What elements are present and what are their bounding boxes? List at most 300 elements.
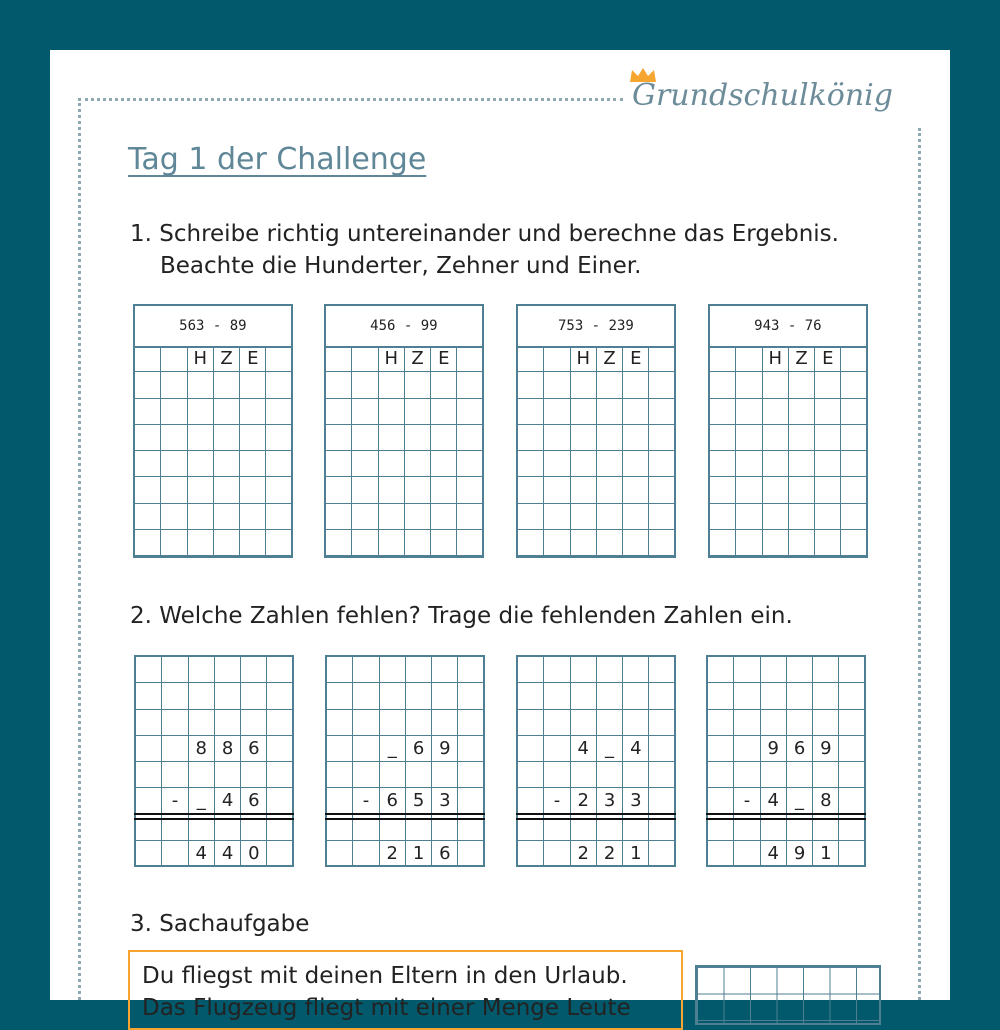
- grid-cell[interactable]: [266, 504, 292, 530]
- digit-cell[interactable]: _: [597, 736, 623, 762]
- grid-cell[interactable]: [734, 683, 760, 709]
- grid-cell[interactable]: [710, 530, 736, 556]
- grid-cell[interactable]: [266, 530, 292, 556]
- grid-cell[interactable]: [135, 346, 161, 372]
- grid-cell[interactable]: [708, 657, 734, 683]
- grid-cell[interactable]: [457, 425, 483, 451]
- grid-cell[interactable]: [379, 425, 405, 451]
- grid-cell[interactable]: [841, 399, 867, 425]
- grid-cell[interactable]: [267, 683, 293, 709]
- grid-cell[interactable]: [789, 451, 815, 477]
- grid-cell[interactable]: [787, 710, 813, 736]
- grid-cell[interactable]: [623, 762, 649, 788]
- grid-cell[interactable]: [841, 451, 867, 477]
- digit-cell[interactable]: 6: [787, 736, 813, 762]
- grid-cell[interactable]: [353, 657, 379, 683]
- grid-cell[interactable]: [734, 762, 760, 788]
- grid-cell[interactable]: [813, 762, 839, 788]
- grid-cell[interactable]: [649, 451, 675, 477]
- grid-cell[interactable]: [518, 736, 544, 762]
- grid-cell[interactable]: [214, 451, 240, 477]
- grid-cell[interactable]: [813, 657, 839, 683]
- grid-cell[interactable]: [841, 477, 867, 503]
- grid-cell[interactable]: [457, 504, 483, 530]
- digit-cell[interactable]: 6: [432, 841, 458, 867]
- calculation-grid[interactable]: [695, 965, 881, 1025]
- grid-cell[interactable]: [352, 477, 378, 503]
- grid-cell[interactable]: [136, 788, 162, 814]
- grid-cell[interactable]: [327, 710, 353, 736]
- grid-cell[interactable]: [267, 657, 293, 683]
- grid-cell[interactable]: [457, 451, 483, 477]
- grid-cell[interactable]: [214, 372, 240, 398]
- grid-cell[interactable]: [734, 710, 760, 736]
- grid-cell[interactable]: [518, 657, 544, 683]
- grid-cell[interactable]: [571, 425, 597, 451]
- grid-cell[interactable]: [161, 346, 187, 372]
- grid-cell[interactable]: [649, 683, 675, 709]
- grid-cell[interactable]: [710, 372, 736, 398]
- grid-cell[interactable]: [214, 399, 240, 425]
- grid-cell[interactable]: [353, 762, 379, 788]
- grid-cell[interactable]: [380, 657, 406, 683]
- grid-cell[interactable]: [352, 425, 378, 451]
- grid-cell[interactable]: [761, 710, 787, 736]
- grid-cell[interactable]: [135, 477, 161, 503]
- grid-cell[interactable]: [597, 477, 623, 503]
- grid-cell[interactable]: [379, 399, 405, 425]
- grid-cell[interactable]: [458, 710, 484, 736]
- grid-cell[interactable]: [841, 372, 867, 398]
- grid-cell[interactable]: [240, 451, 266, 477]
- grid-cell[interactable]: [518, 788, 544, 814]
- grid-cell[interactable]: [240, 504, 266, 530]
- grid-cell[interactable]: [597, 504, 623, 530]
- grid-cell[interactable]: [571, 399, 597, 425]
- grid-cell[interactable]: [839, 788, 865, 814]
- grid-cell[interactable]: [188, 399, 214, 425]
- grid-cell[interactable]: [544, 346, 570, 372]
- grid-cell[interactable]: [518, 346, 544, 372]
- digit-cell[interactable]: 4: [215, 788, 241, 814]
- digit-cell[interactable]: -: [544, 788, 570, 814]
- grid-cell[interactable]: [241, 657, 267, 683]
- grid-cell[interactable]: [379, 451, 405, 477]
- grid-cell[interactable]: [352, 372, 378, 398]
- grid-cell[interactable]: [432, 657, 458, 683]
- grid-cell[interactable]: [571, 657, 597, 683]
- grid-cell[interactable]: [162, 710, 188, 736]
- digit-cell[interactable]: _: [189, 788, 215, 814]
- grid-cell[interactable]: [240, 399, 266, 425]
- grid-cell[interactable]: [136, 736, 162, 762]
- grid-cell[interactable]: [215, 710, 241, 736]
- grid-cell[interactable]: [649, 657, 675, 683]
- grid-cell[interactable]: [379, 504, 405, 530]
- digit-cell[interactable]: _: [787, 788, 813, 814]
- grid-cell[interactable]: [458, 841, 484, 867]
- digit-cell[interactable]: -: [734, 788, 760, 814]
- grid-cell[interactable]: [266, 346, 292, 372]
- grid-cell[interactable]: [135, 504, 161, 530]
- grid-cell[interactable]: [710, 504, 736, 530]
- grid-cell[interactable]: [597, 710, 623, 736]
- digit-cell[interactable]: 2: [380, 841, 406, 867]
- grid-cell[interactable]: [189, 710, 215, 736]
- grid-cell[interactable]: [457, 530, 483, 556]
- grid-cell[interactable]: [787, 657, 813, 683]
- grid-cell[interactable]: [597, 683, 623, 709]
- grid-cell[interactable]: [787, 762, 813, 788]
- grid-cell[interactable]: [214, 530, 240, 556]
- grid-cell[interactable]: [188, 477, 214, 503]
- digit-cell[interactable]: 6: [241, 736, 267, 762]
- grid-cell[interactable]: [215, 762, 241, 788]
- grid-cell[interactable]: [597, 451, 623, 477]
- grid-cell[interactable]: [544, 736, 570, 762]
- grid-cell[interactable]: [353, 736, 379, 762]
- grid-cell[interactable]: [710, 451, 736, 477]
- digit-cell[interactable]: 1: [406, 841, 432, 867]
- grid-cell[interactable]: [518, 841, 544, 867]
- grid-cell[interactable]: [789, 477, 815, 503]
- grid-cell[interactable]: [544, 657, 570, 683]
- grid-cell[interactable]: [710, 346, 736, 372]
- grid-cell[interactable]: [135, 451, 161, 477]
- grid-cell[interactable]: [763, 451, 789, 477]
- grid-cell[interactable]: [405, 504, 431, 530]
- grid-cell[interactable]: [736, 530, 762, 556]
- digit-cell[interactable]: 8: [813, 788, 839, 814]
- grid-cell[interactable]: [763, 477, 789, 503]
- grid-cell[interactable]: [352, 451, 378, 477]
- digit-cell[interactable]: 9: [787, 841, 813, 867]
- digit-cell[interactable]: 2: [597, 841, 623, 867]
- digit-cell[interactable]: -: [353, 788, 379, 814]
- grid-cell[interactable]: [815, 399, 841, 425]
- grid-cell[interactable]: [544, 530, 570, 556]
- grid-cell[interactable]: [215, 657, 241, 683]
- grid-cell[interactable]: [406, 710, 432, 736]
- grid-cell[interactable]: [813, 683, 839, 709]
- grid-cell[interactable]: [763, 425, 789, 451]
- grid-cell[interactable]: [839, 762, 865, 788]
- grid-cell[interactable]: [708, 710, 734, 736]
- grid-cell[interactable]: [736, 477, 762, 503]
- grid-cell[interactable]: [649, 372, 675, 398]
- grid-cell[interactable]: [544, 710, 570, 736]
- grid-cell[interactable]: [189, 657, 215, 683]
- grid-cell[interactable]: [326, 425, 352, 451]
- grid-cell[interactable]: [431, 504, 457, 530]
- grid-cell[interactable]: [597, 399, 623, 425]
- grid-cell[interactable]: [327, 841, 353, 867]
- grid-cell[interactable]: [431, 399, 457, 425]
- grid-cell[interactable]: [406, 762, 432, 788]
- grid-cell[interactable]: [649, 841, 675, 867]
- digit-cell[interactable]: 4: [571, 736, 597, 762]
- grid-cell[interactable]: [405, 530, 431, 556]
- grid-cell[interactable]: [214, 477, 240, 503]
- grid-cell[interactable]: [623, 451, 649, 477]
- grid-cell[interactable]: [544, 504, 570, 530]
- grid-cell[interactable]: [189, 762, 215, 788]
- grid-cell[interactable]: [326, 451, 352, 477]
- grid-cell[interactable]: [710, 399, 736, 425]
- grid-cell[interactable]: [326, 372, 352, 398]
- digit-cell[interactable]: 2: [571, 788, 597, 814]
- grid-cell[interactable]: [161, 399, 187, 425]
- grid-cell[interactable]: [214, 504, 240, 530]
- grid-cell[interactable]: [841, 346, 867, 372]
- grid-cell[interactable]: [188, 504, 214, 530]
- grid-cell[interactable]: [352, 530, 378, 556]
- grid-cell[interactable]: [789, 425, 815, 451]
- grid-cell[interactable]: [353, 683, 379, 709]
- grid-cell[interactable]: [135, 425, 161, 451]
- grid-cell[interactable]: [544, 399, 570, 425]
- grid-cell[interactable]: [761, 683, 787, 709]
- grid-cell[interactable]: [327, 788, 353, 814]
- grid-cell[interactable]: [789, 372, 815, 398]
- grid-cell[interactable]: [457, 372, 483, 398]
- grid-cell[interactable]: [571, 530, 597, 556]
- grid-cell[interactable]: [787, 683, 813, 709]
- grid-cell[interactable]: [458, 657, 484, 683]
- digit-cell[interactable]: 4: [761, 788, 787, 814]
- grid-cell[interactable]: [405, 477, 431, 503]
- grid-cell[interactable]: [432, 762, 458, 788]
- grid-cell[interactable]: [571, 477, 597, 503]
- grid-cell[interactable]: [518, 710, 544, 736]
- grid-cell[interactable]: [431, 530, 457, 556]
- grid-cell[interactable]: [708, 788, 734, 814]
- grid-cell[interactable]: [839, 710, 865, 736]
- grid-cell[interactable]: [518, 425, 544, 451]
- digit-cell[interactable]: 6: [241, 788, 267, 814]
- grid-cell[interactable]: [240, 372, 266, 398]
- grid-cell[interactable]: [431, 477, 457, 503]
- grid-cell[interactable]: [266, 477, 292, 503]
- grid-cell[interactable]: [136, 841, 162, 867]
- grid-cell[interactable]: [789, 530, 815, 556]
- grid-cell[interactable]: [432, 683, 458, 709]
- grid-cell[interactable]: [379, 477, 405, 503]
- grid-cell[interactable]: [571, 710, 597, 736]
- grid-cell[interactable]: [161, 477, 187, 503]
- grid-cell[interactable]: [544, 762, 570, 788]
- grid-cell[interactable]: [457, 399, 483, 425]
- grid-cell[interactable]: [353, 841, 379, 867]
- grid-cell[interactable]: [136, 683, 162, 709]
- grid-cell[interactable]: [649, 736, 675, 762]
- grid-cell[interactable]: [815, 425, 841, 451]
- grid-cell[interactable]: [839, 841, 865, 867]
- grid-cell[interactable]: [763, 399, 789, 425]
- grid-cell[interactable]: [623, 425, 649, 451]
- grid-cell[interactable]: [518, 683, 544, 709]
- grid-cell[interactable]: [352, 504, 378, 530]
- grid-cell[interactable]: [161, 504, 187, 530]
- grid-cell[interactable]: [136, 657, 162, 683]
- grid-cell[interactable]: [326, 399, 352, 425]
- grid-cell[interactable]: [458, 788, 484, 814]
- digit-cell[interactable]: 4: [761, 841, 787, 867]
- grid-cell[interactable]: [839, 683, 865, 709]
- grid-cell[interactable]: [240, 425, 266, 451]
- grid-cell[interactable]: [544, 841, 570, 867]
- grid-cell[interactable]: [161, 372, 187, 398]
- grid-cell[interactable]: [431, 372, 457, 398]
- grid-cell[interactable]: [352, 346, 378, 372]
- grid-cell[interactable]: [406, 683, 432, 709]
- grid-cell[interactable]: [432, 710, 458, 736]
- grid-cell[interactable]: [458, 736, 484, 762]
- grid-cell[interactable]: [188, 530, 214, 556]
- grid-cell[interactable]: [623, 477, 649, 503]
- grid-cell[interactable]: [266, 399, 292, 425]
- grid-cell[interactable]: [734, 841, 760, 867]
- grid-cell[interactable]: [649, 504, 675, 530]
- grid-cell[interactable]: [571, 683, 597, 709]
- grid-cell[interactable]: [267, 736, 293, 762]
- grid-cell[interactable]: [815, 372, 841, 398]
- grid-cell[interactable]: [518, 504, 544, 530]
- digit-cell[interactable]: 1: [623, 841, 649, 867]
- digit-cell[interactable]: 9: [813, 736, 839, 762]
- grid-cell[interactable]: [241, 683, 267, 709]
- digit-cell[interactable]: 3: [597, 788, 623, 814]
- grid-cell[interactable]: [380, 762, 406, 788]
- grid-cell[interactable]: [815, 451, 841, 477]
- grid-cell[interactable]: [710, 477, 736, 503]
- grid-cell[interactable]: [518, 477, 544, 503]
- digit-cell[interactable]: -: [162, 788, 188, 814]
- grid-cell[interactable]: [649, 710, 675, 736]
- grid-cell[interactable]: [406, 657, 432, 683]
- digit-cell[interactable]: 3: [623, 788, 649, 814]
- grid-cell[interactable]: [215, 683, 241, 709]
- grid-cell[interactable]: [162, 683, 188, 709]
- grid-cell[interactable]: [736, 425, 762, 451]
- grid-cell[interactable]: [327, 683, 353, 709]
- grid-cell[interactable]: [267, 710, 293, 736]
- grid-cell[interactable]: [815, 504, 841, 530]
- grid-cell[interactable]: [544, 451, 570, 477]
- grid-cell[interactable]: [162, 657, 188, 683]
- grid-cell[interactable]: [457, 477, 483, 503]
- grid-cell[interactable]: [241, 762, 267, 788]
- grid-cell[interactable]: [326, 346, 352, 372]
- grid-cell[interactable]: [162, 762, 188, 788]
- grid-cell[interactable]: [623, 710, 649, 736]
- grid-cell[interactable]: [544, 683, 570, 709]
- grid-cell[interactable]: [597, 372, 623, 398]
- grid-cell[interactable]: [266, 425, 292, 451]
- grid-cell[interactable]: [736, 451, 762, 477]
- grid-cell[interactable]: [352, 399, 378, 425]
- grid-cell[interactable]: [708, 736, 734, 762]
- grid-cell[interactable]: [380, 683, 406, 709]
- grid-cell[interactable]: [188, 372, 214, 398]
- grid-cell[interactable]: [571, 504, 597, 530]
- grid-cell[interactable]: [789, 399, 815, 425]
- grid-cell[interactable]: [405, 451, 431, 477]
- grid-cell[interactable]: [379, 372, 405, 398]
- grid-cell[interactable]: [518, 762, 544, 788]
- grid-cell[interactable]: [135, 530, 161, 556]
- grid-cell[interactable]: [763, 504, 789, 530]
- digit-cell[interactable]: 6: [380, 788, 406, 814]
- digit-cell[interactable]: 8: [189, 736, 215, 762]
- grid-cell[interactable]: [597, 762, 623, 788]
- grid-cell[interactable]: [266, 372, 292, 398]
- grid-cell[interactable]: [161, 425, 187, 451]
- grid-cell[interactable]: [623, 683, 649, 709]
- grid-cell[interactable]: [544, 477, 570, 503]
- grid-cell[interactable]: [518, 372, 544, 398]
- grid-cell[interactable]: [841, 530, 867, 556]
- grid-cell[interactable]: [734, 657, 760, 683]
- grid-cell[interactable]: [267, 762, 293, 788]
- grid-cell[interactable]: [544, 372, 570, 398]
- grid-cell[interactable]: [431, 425, 457, 451]
- grid-cell[interactable]: [161, 530, 187, 556]
- grid-cell[interactable]: [431, 451, 457, 477]
- grid-cell[interactable]: [649, 788, 675, 814]
- grid-cell[interactable]: [189, 683, 215, 709]
- grid-cell[interactable]: [623, 372, 649, 398]
- grid-cell[interactable]: [405, 372, 431, 398]
- grid-cell[interactable]: [649, 477, 675, 503]
- grid-cell[interactable]: [571, 762, 597, 788]
- digit-cell[interactable]: 4: [215, 841, 241, 867]
- grid-cell[interactable]: [708, 683, 734, 709]
- grid-cell[interactable]: [708, 841, 734, 867]
- grid-cell[interactable]: [405, 425, 431, 451]
- grid-cell[interactable]: [649, 425, 675, 451]
- grid-cell[interactable]: [649, 762, 675, 788]
- grid-cell[interactable]: [623, 399, 649, 425]
- grid-cell[interactable]: [839, 736, 865, 762]
- grid-cell[interactable]: [266, 451, 292, 477]
- grid-cell[interactable]: [241, 710, 267, 736]
- grid-cell[interactable]: [518, 530, 544, 556]
- grid-cell[interactable]: [214, 425, 240, 451]
- grid-cell[interactable]: [761, 762, 787, 788]
- grid-cell[interactable]: [327, 736, 353, 762]
- digit-cell[interactable]: 6: [406, 736, 432, 762]
- grid-cell[interactable]: [736, 504, 762, 530]
- grid-cell[interactable]: [815, 477, 841, 503]
- grid-cell[interactable]: [326, 530, 352, 556]
- grid-cell[interactable]: [379, 530, 405, 556]
- grid-cell[interactable]: [789, 504, 815, 530]
- digit-cell[interactable]: 2: [571, 841, 597, 867]
- digit-cell[interactable]: 0: [241, 841, 267, 867]
- grid-cell[interactable]: [267, 841, 293, 867]
- grid-cell[interactable]: [571, 372, 597, 398]
- grid-cell[interactable]: [623, 504, 649, 530]
- grid-cell[interactable]: [815, 530, 841, 556]
- digit-cell[interactable]: 5: [406, 788, 432, 814]
- grid-cell[interactable]: [763, 530, 789, 556]
- digit-cell[interactable]: 3: [432, 788, 458, 814]
- digit-cell[interactable]: 9: [761, 736, 787, 762]
- grid-cell[interactable]: [597, 425, 623, 451]
- grid-cell[interactable]: [813, 710, 839, 736]
- grid-cell[interactable]: [734, 736, 760, 762]
